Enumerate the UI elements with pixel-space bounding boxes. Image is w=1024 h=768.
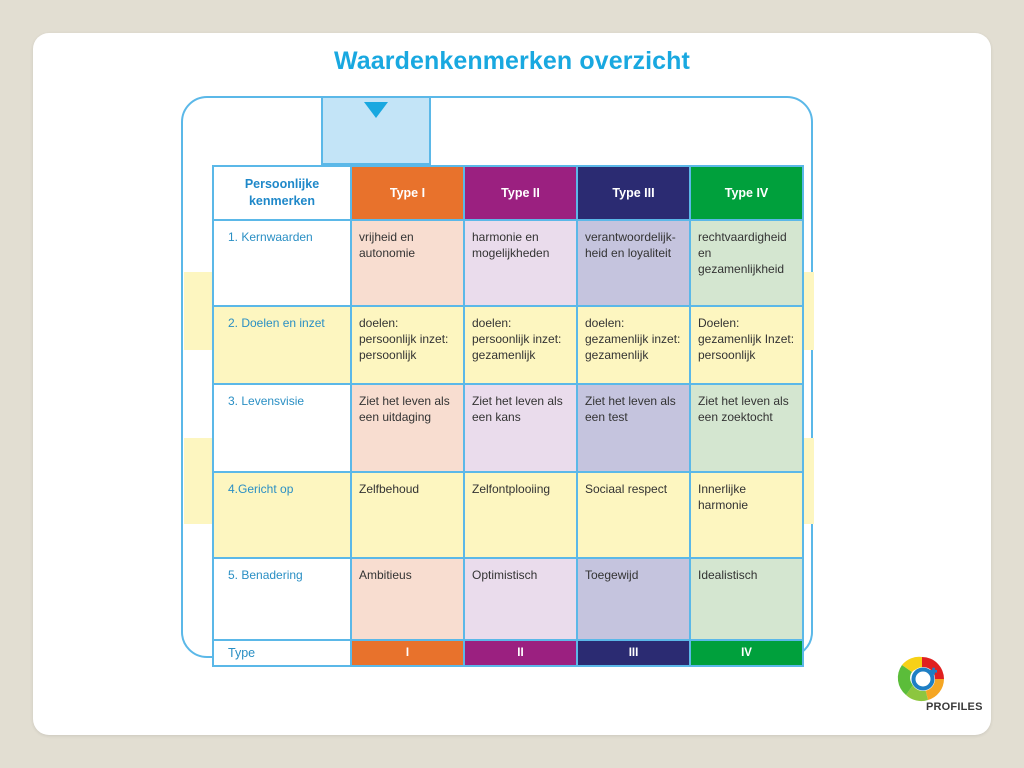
cell-gericht-op-type-1: Zelfbehoud (351, 472, 464, 558)
cell-benadering-type-1: Ambitieus (351, 558, 464, 640)
column-header-type-2[interactable]: Type II (464, 166, 577, 220)
table-header-row (213, 166, 803, 220)
cell-levensvisie-type-1: Ziet het leven als een uitdaging (351, 384, 464, 472)
table-row (213, 306, 803, 384)
cell-levensvisie-type-2: Ziet het leven als een kans (464, 384, 577, 472)
cell-levensvisie-type-4: Ziet het leven als een zoektocht (690, 384, 803, 472)
table-row (213, 472, 803, 558)
footer-label-type: Type (213, 640, 351, 666)
waardenkenmerken-table (212, 165, 804, 667)
footer-type-4[interactable]: IV (690, 640, 803, 666)
selected-type-marker-cell[interactable] (321, 98, 431, 165)
cell-gericht-op-type-3: Sociaal respect (577, 472, 690, 558)
logo-mark-icon (888, 653, 966, 705)
header-personal-characteristics (213, 166, 351, 220)
cell-kernwaarden-type-2: harmonie en mogelijkheden (464, 220, 577, 306)
cell-levensvisie-type-3: Ziet het leven als een test (577, 384, 690, 472)
footer-type-1[interactable]: I (351, 640, 464, 666)
cell-doelen-type-2: doelen: persoonlijk inzet: gezamenlijk (464, 306, 577, 384)
row-label-gericht-op: 4.Gericht op (213, 472, 351, 558)
cell-doelen-type-3: doelen: gezamenlijk inzet: gezamenlijk (577, 306, 690, 384)
column-header-type-3[interactable]: Type III (577, 166, 690, 220)
slide-card (33, 33, 991, 735)
footer-type-2[interactable]: II (464, 640, 577, 666)
cell-kernwaarden-type-1: vrijheid en autonomie (351, 220, 464, 306)
cell-doelen-type-1: doelen: persoonlijk inzet: persoonlijk (351, 306, 464, 384)
table-row (213, 220, 803, 306)
table-footer-row (213, 640, 803, 666)
chevron-down-icon (364, 102, 388, 118)
table-row (213, 558, 803, 640)
cell-doelen-type-4: Doelen: gezamenlijk Inzet: persoonlijk (690, 306, 803, 384)
row-label-doelen-en-inzet: 2. Doelen en inzet (213, 306, 351, 384)
cell-gericht-op-type-2: Zelfontplooiing (464, 472, 577, 558)
header-label-line2: kenmerken (248, 193, 315, 208)
column-header-type-1[interactable]: Type I (351, 166, 464, 220)
row-label-kernwaarden: 1. Kernwaarden (213, 220, 351, 306)
page-title: Waardenkenmerken overzicht (334, 47, 690, 75)
row-label-benadering: 5. Benadering (213, 558, 351, 640)
cell-kernwaarden-type-3: verantwoordelijk-heid en loyaliteit (577, 220, 690, 306)
cell-kernwaarden-type-4: rechtvaardigheid en gezamenlijkheid (690, 220, 803, 306)
cell-benadering-type-4: Idealistisch (690, 558, 803, 640)
logo-text: PROFILES (926, 701, 983, 713)
footer-type-3[interactable]: III (577, 640, 690, 666)
cell-gericht-op-type-4: Innerlijke harmonie (690, 472, 803, 558)
table-row (213, 384, 803, 472)
profiles-logo (888, 653, 983, 723)
row-label-levensvisie: 3. Levensvisie (213, 384, 351, 472)
cell-benadering-type-3: Toegewijd (577, 558, 690, 640)
cell-benadering-type-2: Optimistisch (464, 558, 577, 640)
header-label-line1: Persoonlijke (244, 177, 320, 191)
column-header-type-4[interactable]: Type IV (690, 166, 803, 220)
